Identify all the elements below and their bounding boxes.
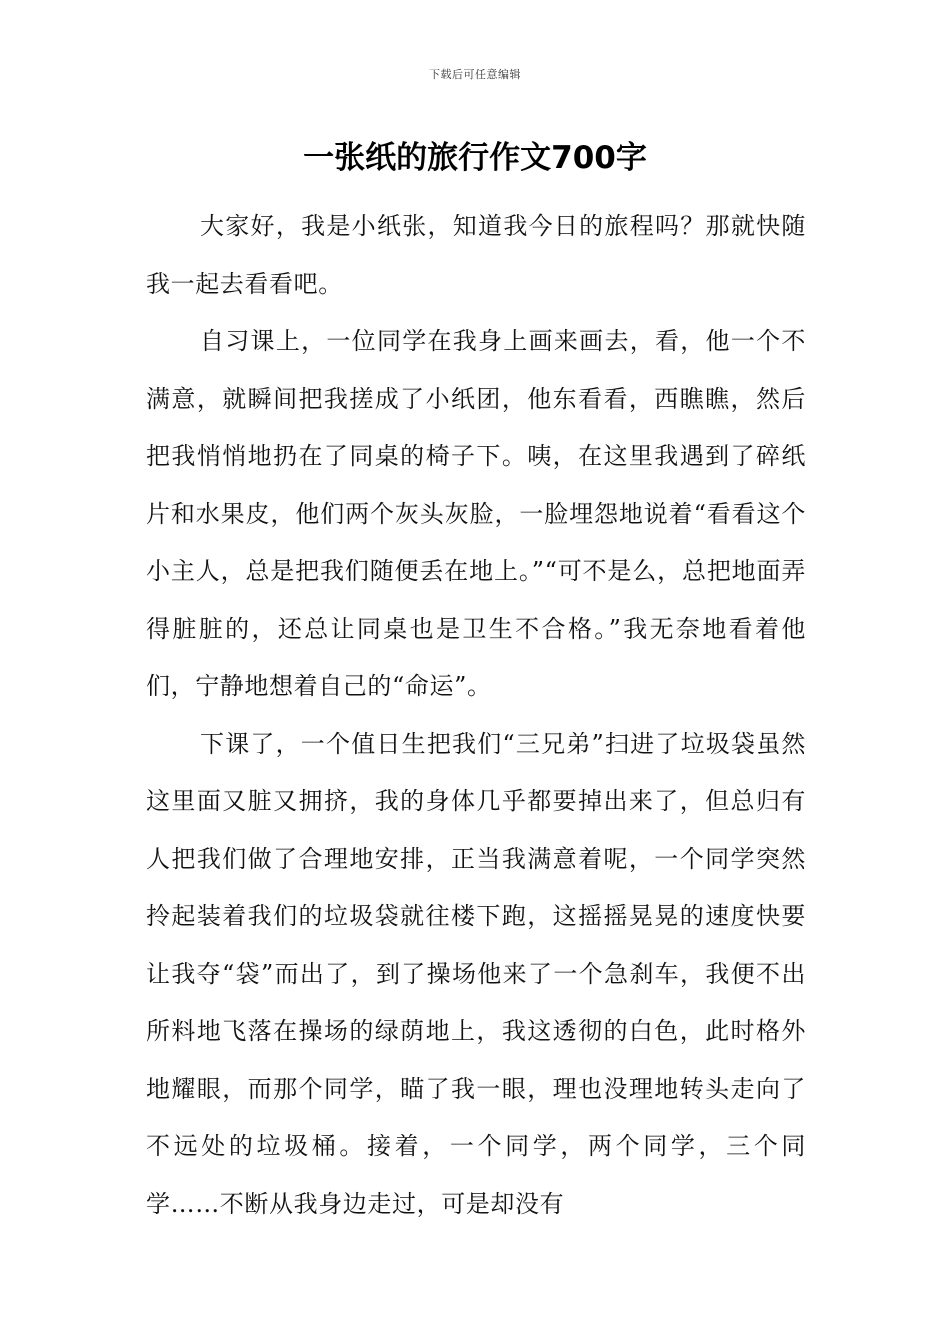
paragraph-1: 大家好，我是小纸张，知道我今日的旅程吗？那就快随我一起去看看吧。: [146, 212, 806, 298]
header-note: 下载后可任意编辑: [429, 68, 521, 81]
paragraph-2: 自习课上，一位同学在我身上画来画去，看，他一个不满意，就瞬间把我搓成了小纸团，他东看看，西瞧瞧，然后把我悄悄地扔在了同桌的椅子下。咦，在这里我遇到了碎纸片和水果皮，他们两个灰头灰脸，一脸埋怨地说着“看看这个小主人，总是把我们随便丢在地上。”“可不是么，总把地面弄得脏脏的，还总让同桌也是卫生不合格。”我无奈地看着他们，宁静地想着自己的“命运”。: [146, 327, 806, 700]
document-body: [146, 198, 806, 1233]
paragraph-3: 下课了，一个值日生把我们“三兄弟”扫进了垃圾袋虽然这里面又脏又拥挤，我的身体几乎都要掉出来了，但总归有人把我们做了合理地安排，正当我满意着呢，一个同学突然拎起装着我们的垃圾袋就往楼下跑，这摇摇晃晃的速度快要让我夺“袋”而出了，到了操场他来了一个急刹车，我便不出所料地飞落在操场的绿荫地上，我这透彻的白色，此时格外地耀眼，而那个同学，瞄了我一眼，理也没理地转头走向了不远处的垃圾桶。接着，一个同学，两个同学，三个同学……不断从我身边走过，可是却没有: [146, 729, 806, 1218]
document-title: 一张纸的旅行作文700字: [303, 140, 647, 176]
